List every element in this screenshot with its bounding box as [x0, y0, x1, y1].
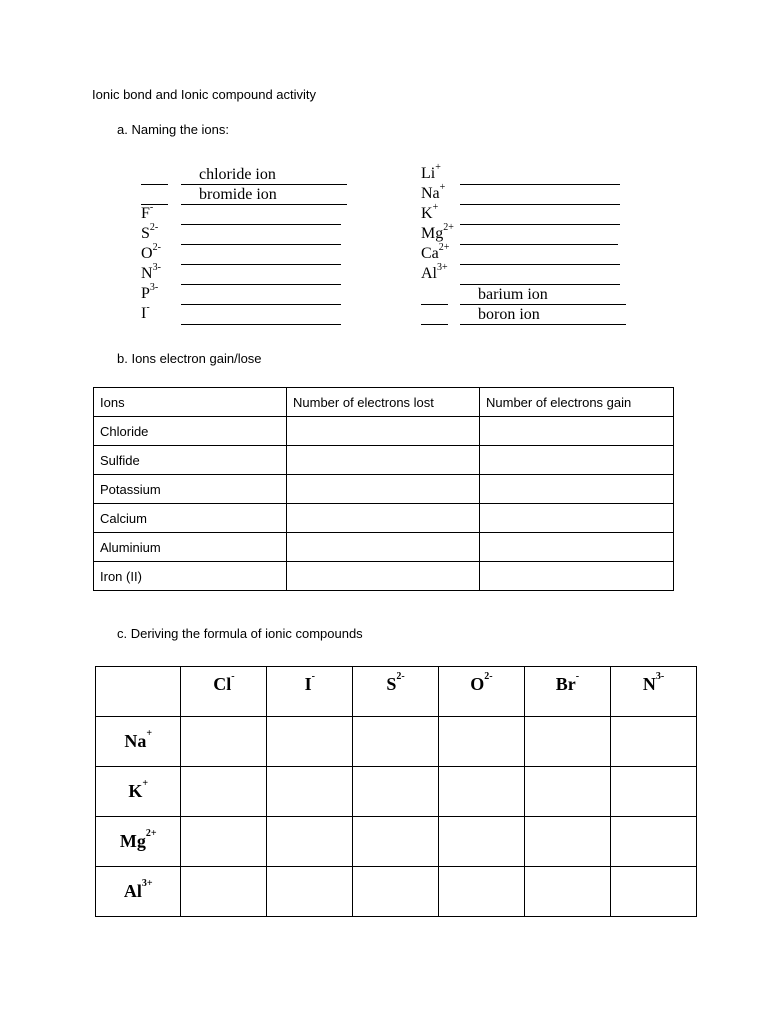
ion-symbol: $Mg^{2+}$: [421, 222, 454, 242]
ion-symbol: Na+: [421, 182, 446, 202]
ion-name-cell: Calcium: [94, 504, 287, 533]
ion-symbol: $Al^{3+}$: [421, 262, 448, 282]
table-header-row: [94, 388, 674, 417]
ion-symbol: $P^{3-}$: [141, 282, 159, 302]
formula-cell[interactable]: [267, 767, 353, 817]
answer-blank[interactable]: [460, 204, 620, 205]
symbol-blank[interactable]: [141, 184, 168, 185]
gain-cell[interactable]: [480, 562, 674, 591]
cation-row: [96, 767, 697, 817]
ion-symbol: $O^{2-}$: [141, 242, 161, 262]
answer-blank[interactable]: [181, 304, 341, 305]
answer-blank[interactable]: [181, 324, 341, 325]
answer-blank[interactable]: [460, 284, 620, 285]
answer-filled: boron ion: [460, 306, 626, 325]
formula-cell[interactable]: [181, 817, 267, 867]
formula-cell[interactable]: [610, 717, 696, 767]
lost-cell[interactable]: [287, 475, 480, 504]
ion-name-cell: Iron (II): [94, 562, 287, 591]
answer-blank[interactable]: [460, 264, 620, 265]
table-row: [94, 562, 674, 591]
header-cell: Number of electrons lost: [287, 388, 480, 417]
table-row: [94, 475, 674, 504]
gain-cell[interactable]: [480, 446, 674, 475]
corner-cell: [96, 667, 181, 717]
answer-filled: bromide ion: [181, 186, 347, 205]
answer-filled: barium ion: [460, 286, 626, 305]
gain-cell[interactable]: [480, 504, 674, 533]
formula-cell[interactable]: [438, 867, 524, 917]
lost-cell[interactable]: [287, 533, 480, 562]
lost-cell[interactable]: [287, 504, 480, 533]
table-row: [94, 504, 674, 533]
section-c-heading: c. Deriving the formula of ionic compounds: [117, 626, 363, 641]
formula-cell[interactable]: [524, 767, 610, 817]
electron-table: [93, 387, 674, 591]
section-b-heading: b. Ions electron gain/lose: [117, 351, 262, 366]
ion-name-cell: Aluminium: [94, 533, 287, 562]
formula-table: [95, 666, 697, 917]
formula-cell[interactable]: [610, 817, 696, 867]
cation-row: [96, 717, 697, 767]
gain-cell[interactable]: [480, 475, 674, 504]
anion-header: $N^{3-}$: [610, 667, 696, 717]
gain-cell[interactable]: [480, 417, 674, 446]
table-row: [94, 417, 674, 446]
answer-filled: chloride ion: [181, 166, 347, 185]
answer-blank[interactable]: [460, 244, 618, 245]
header-cell: Ions: [94, 388, 287, 417]
header-cell: Number of electrons gain: [480, 388, 674, 417]
cation-row: [96, 817, 697, 867]
lost-cell[interactable]: [287, 446, 480, 475]
table-row: [94, 533, 674, 562]
formula-cell[interactable]: [267, 717, 353, 767]
formula-cell[interactable]: [353, 767, 439, 817]
ion-name-cell: Chloride: [94, 417, 287, 446]
table-row: [94, 446, 674, 475]
formula-cell[interactable]: [353, 717, 439, 767]
anion-header: $S^{2-}$: [353, 667, 439, 717]
formula-cell[interactable]: [181, 767, 267, 817]
page-title: Ionic bond and Ionic compound activity: [92, 87, 317, 102]
answer-blank[interactable]: [181, 284, 341, 285]
ion-symbol: $Ca^{2+}$: [421, 242, 450, 262]
anion-header-row: [96, 667, 697, 717]
cation-row: [96, 867, 697, 917]
answer-blank[interactable]: [181, 224, 341, 225]
formula-cell[interactable]: [438, 767, 524, 817]
lost-cell[interactable]: [287, 417, 480, 446]
formula-cell[interactable]: [267, 817, 353, 867]
formula-cell[interactable]: [353, 817, 439, 867]
ion-name-cell: Sulfide: [94, 446, 287, 475]
cation-header: K+: [96, 767, 181, 817]
answer-blank[interactable]: [181, 244, 341, 245]
formula-cell[interactable]: [524, 717, 610, 767]
gain-cell[interactable]: [480, 533, 674, 562]
anion-header: Cl-: [181, 667, 267, 717]
ion-name-cell: Potassium: [94, 475, 287, 504]
section-a-heading: a. Naming the ions:: [117, 122, 230, 137]
cation-header: Na+: [96, 717, 181, 767]
formula-cell[interactable]: [438, 717, 524, 767]
formula-cell[interactable]: [181, 717, 267, 767]
anion-header: $O^{2-}$: [438, 667, 524, 717]
ion-symbol: F-: [141, 202, 154, 222]
symbol-blank[interactable]: [421, 324, 448, 325]
lost-cell[interactable]: [287, 562, 480, 591]
anion-header: Br-: [524, 667, 610, 717]
formula-cell[interactable]: [181, 867, 267, 917]
formula-cell[interactable]: [610, 767, 696, 817]
ion-symbol: Li+: [421, 162, 441, 182]
cation-header: $Mg^{2+}$: [96, 817, 181, 867]
formula-cell[interactable]: [610, 867, 696, 917]
answer-blank[interactable]: [460, 184, 620, 185]
symbol-blank[interactable]: [421, 304, 448, 305]
ion-symbol: $S^{2-}$: [141, 222, 159, 242]
formula-cell[interactable]: [353, 867, 439, 917]
answer-blank[interactable]: [181, 264, 341, 265]
formula-cell[interactable]: [524, 817, 610, 867]
anion-header: I-: [267, 667, 353, 717]
formula-cell[interactable]: [524, 867, 610, 917]
answer-blank[interactable]: [460, 224, 620, 225]
cation-header: $Al^{3+}$: [96, 867, 181, 917]
ion-symbol: I-: [141, 302, 150, 322]
ion-symbol: K+: [421, 202, 439, 222]
ion-symbol: $N^{3-}$: [141, 262, 161, 282]
formula-cell[interactable]: [438, 817, 524, 867]
formula-cell[interactable]: [267, 867, 353, 917]
